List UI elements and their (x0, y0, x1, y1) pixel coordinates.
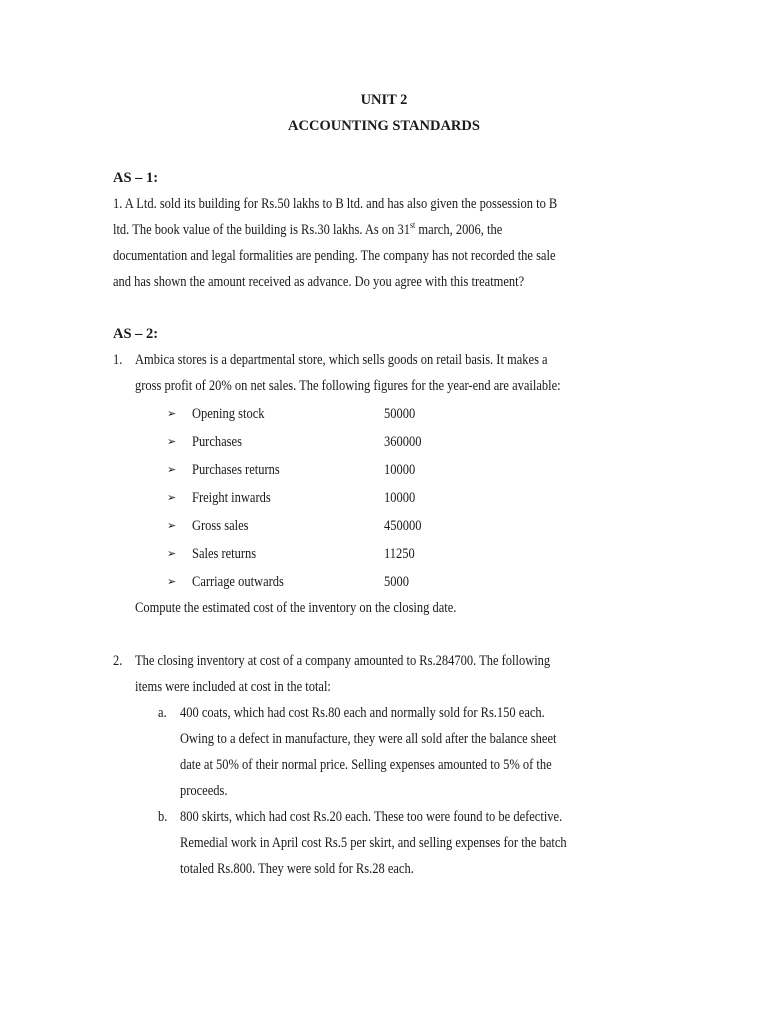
arrow-bullet-icon: ➢ (167, 519, 177, 532)
as1-q1-line3: documentation and legal formalities are pending. The company has not recorded the sale (113, 248, 556, 264)
as2-q2-number: 2. (113, 653, 123, 669)
item-value: 360000 (384, 434, 422, 450)
arrow-bullet-icon: ➢ (167, 491, 177, 504)
item-label: Freight inwards (192, 490, 271, 506)
subitem-line: 800 skirts, which had cost Rs.20 each. These too were found to be defective. (180, 809, 563, 825)
ordinal-superscript: st (409, 220, 416, 230)
subitem-line: 400 coats, which had cost Rs.80 each and normally sold for Rs.150 each. (180, 705, 545, 721)
item-value: 10000 (384, 490, 416, 506)
arrow-bullet-icon: ➢ (167, 435, 177, 448)
item-label: Opening stock (192, 406, 265, 422)
item-label: Purchases (192, 434, 242, 450)
item-value: 11250 (384, 546, 415, 562)
subitem-line: proceeds. (180, 783, 228, 799)
as1-q1-line2-end: march, 2006, the (415, 222, 503, 238)
subitem-marker: b. (158, 809, 168, 825)
as1-q1-line2 (113, 221, 502, 239)
item-label: Sales returns (192, 546, 257, 562)
as1-q1-line2-text: ltd. The book value of the building is Rs.30 lakhs. As on 31 (113, 222, 410, 238)
as2-q1-line1: Ambica stores is a departmental store, which sells goods on retail basis. It makes a (135, 352, 548, 368)
item-label: Gross sales (192, 518, 249, 534)
as1-q1-line1: 1. A Ltd. sold its building for Rs.50 lakhs to B ltd. and has also given the possession to B (113, 196, 558, 212)
as2-q1-number: 1. (113, 352, 123, 368)
item-label: Purchases returns (192, 462, 280, 478)
as1-q1-line4: and has shown the amount received as advance. Do you agree with this treatment? (113, 274, 525, 290)
page-title: ACCOUNTING STANDARDS (288, 118, 480, 134)
item-value: 5000 (384, 574, 409, 590)
arrow-bullet-icon: ➢ (167, 547, 177, 560)
as2-q1-line2: gross profit of 20% on net sales. The following figures for the year-end are available: (135, 378, 561, 394)
subitem-line: Remedial work in April cost Rs.5 per skirt, and selling expenses for the batch (180, 835, 567, 851)
subitem-line: Owing to a defect in manufacture, they were all sold after the balance sheet (180, 731, 557, 747)
arrow-bullet-icon: ➢ (167, 575, 177, 588)
as2-q1-compute: Compute the estimated cost of the inventory on the closing date. (135, 600, 457, 616)
as2-q2-line2: items were included at cost in the total: (135, 679, 331, 695)
item-value: 10000 (384, 462, 416, 478)
subitem-line: date at 50% of their normal price. Selling expenses amounted to 5% of the (180, 757, 552, 773)
item-value: 50000 (384, 406, 416, 422)
item-label: Carriage outwards (192, 574, 284, 590)
as2-q2-line1: The closing inventory at cost of a company amounted to Rs.284700. The following (135, 653, 551, 669)
item-value: 450000 (384, 518, 422, 534)
unit-title: UNIT 2 (360, 92, 408, 108)
subitem-line: totaled Rs.800. They were sold for Rs.28 each. (180, 861, 414, 877)
subitem-marker: a. (158, 705, 167, 721)
as1-heading: AS – 1: (113, 170, 159, 186)
arrow-bullet-icon: ➢ (167, 463, 177, 476)
as2-heading: AS – 2: (113, 326, 159, 342)
arrow-bullet-icon: ➢ (167, 407, 177, 420)
